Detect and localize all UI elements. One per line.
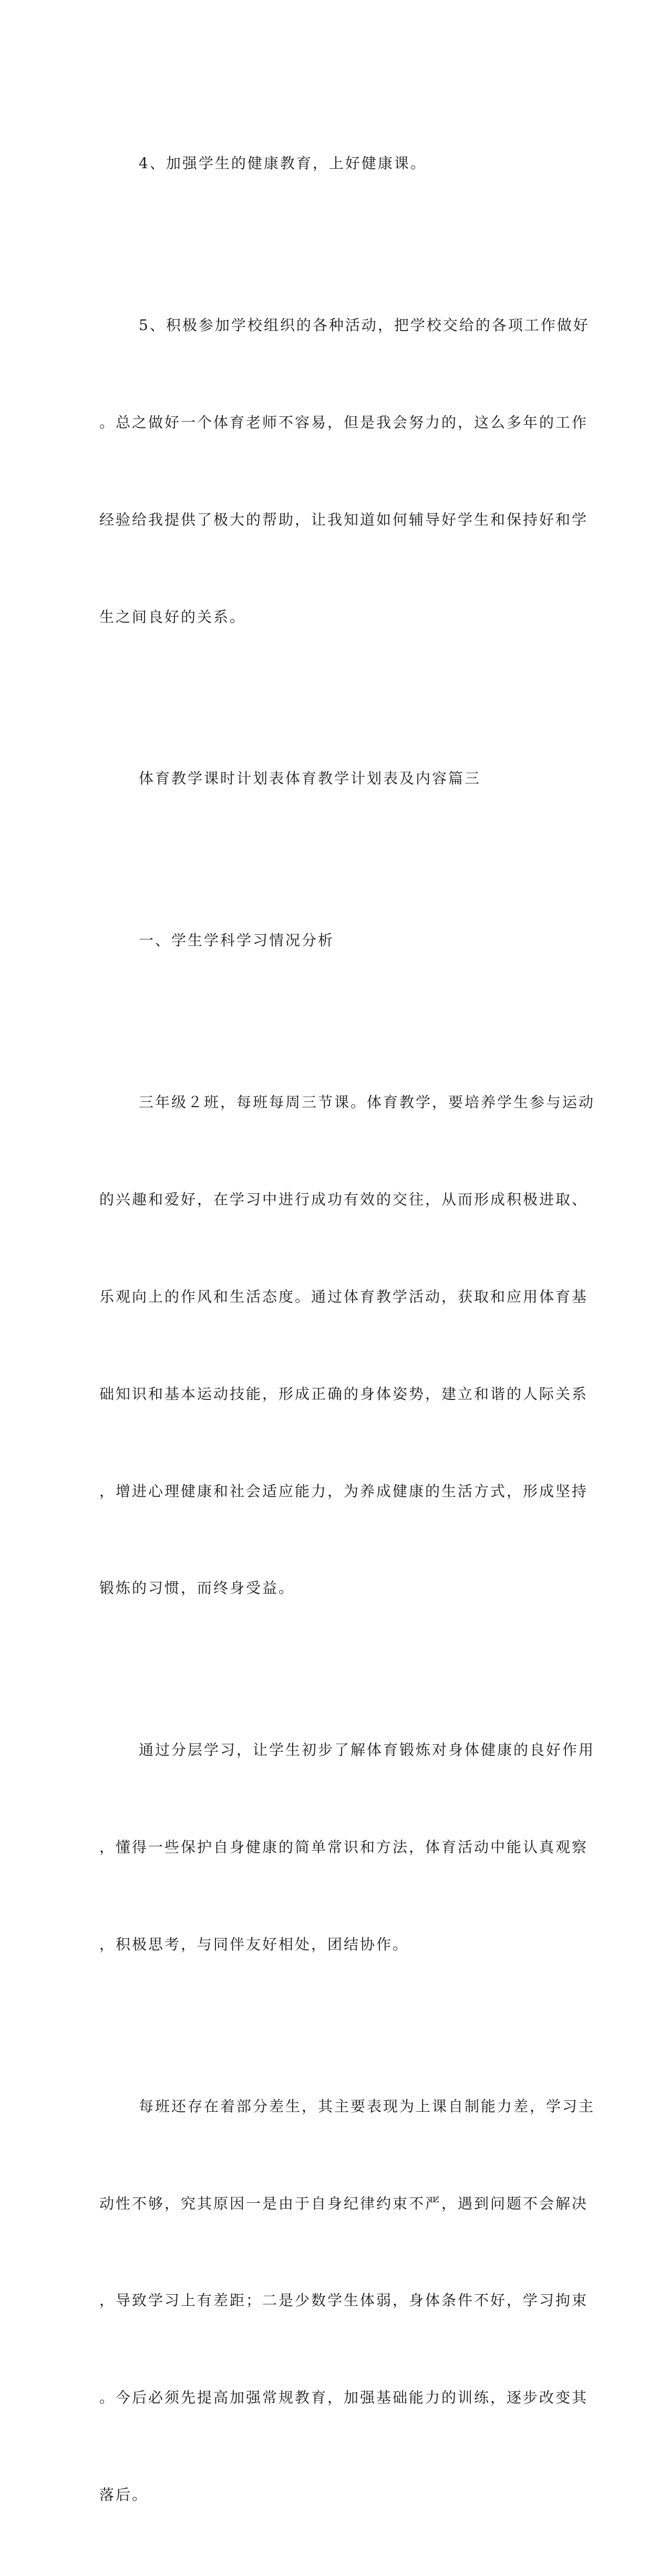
text-line: 动性不够，究其原因一是由于自身纪律约束不严，遇到问题不会解决 — [99, 2194, 589, 2212]
text-line: 乐观向上的作风和生活态度。通过体育教学活动，获取和应用体育基 — [99, 1287, 589, 1305]
text-line: 通过分层学习，让学生初步了解体育锻炼对身体健康的良好作用 — [139, 1741, 595, 1759]
section-heading — [99, 860, 562, 1021]
document-body — [99, 83, 595, 2576]
text-line: 的兴趣和爱好，在学习中进行成功有效的交往，从而形成积极进取、 — [99, 1191, 589, 1209]
text-line: 经验给我提供了极大的帮助，让我知道如何辅导好学生和保持好和学 — [99, 510, 589, 528]
paragraph-weak-students — [99, 2026, 595, 2576]
text-line: ，懂得一些保护自身健康的简单常识和方法，体育活动中能认真观察 — [99, 1838, 589, 1856]
text-line: 4、加强学生的健康教育，上好健康课。 — [139, 155, 427, 172]
text-line: 生之间良好的关系。 — [99, 608, 246, 626]
paragraph-item-5 — [99, 244, 590, 698]
text-line: 。今后必须先提高加强常规教育，加强基础能力的训练，逐步改变其 — [99, 2389, 589, 2407]
text-line: 每班还存在着部分差生，其主要表现为上课自制能力差，学习主 — [139, 2097, 595, 2115]
paragraph-layered-learning — [99, 1669, 595, 2026]
text-line: ，增进心理健康和社会适应能力，为养成健康的生活方式，形成坚持 — [99, 1482, 589, 1500]
text-line: 体育教学课时计划表体育教学计划表及内容篇三 — [139, 770, 481, 788]
text-line: 5、积极参加学校组织的各种活动，把学校交给的各项工作做好 — [139, 316, 590, 334]
text-line: 三年级２班，每班每周三节课。体育教学，要培养学生参与运动 — [139, 1093, 595, 1111]
text-line: ，导致学习上有差距；二是少数学生体弱，身体条件不好，学习拘束 — [99, 2292, 589, 2309]
text-line: 础知识和基本运动技能，形成正确的身体姿势，建立和谐的人际关系 — [99, 1385, 589, 1403]
text-line: 锻炼的习惯，而终身受益。 — [99, 1579, 295, 1597]
text-line: 。总之做好一个体育老师不容易，但是我会努力的，这么多年的工作 — [99, 413, 589, 431]
text-line: 落后。 — [99, 2486, 149, 2503]
section-title — [99, 698, 562, 860]
text-line: 一、学生学科学习情况分析 — [139, 932, 335, 949]
text-line: ，积极思考，与同伴友好相处，团结协作。 — [99, 1935, 409, 1953]
paragraph-item-4 — [99, 83, 562, 244]
paragraph-class-info — [99, 1021, 595, 1669]
